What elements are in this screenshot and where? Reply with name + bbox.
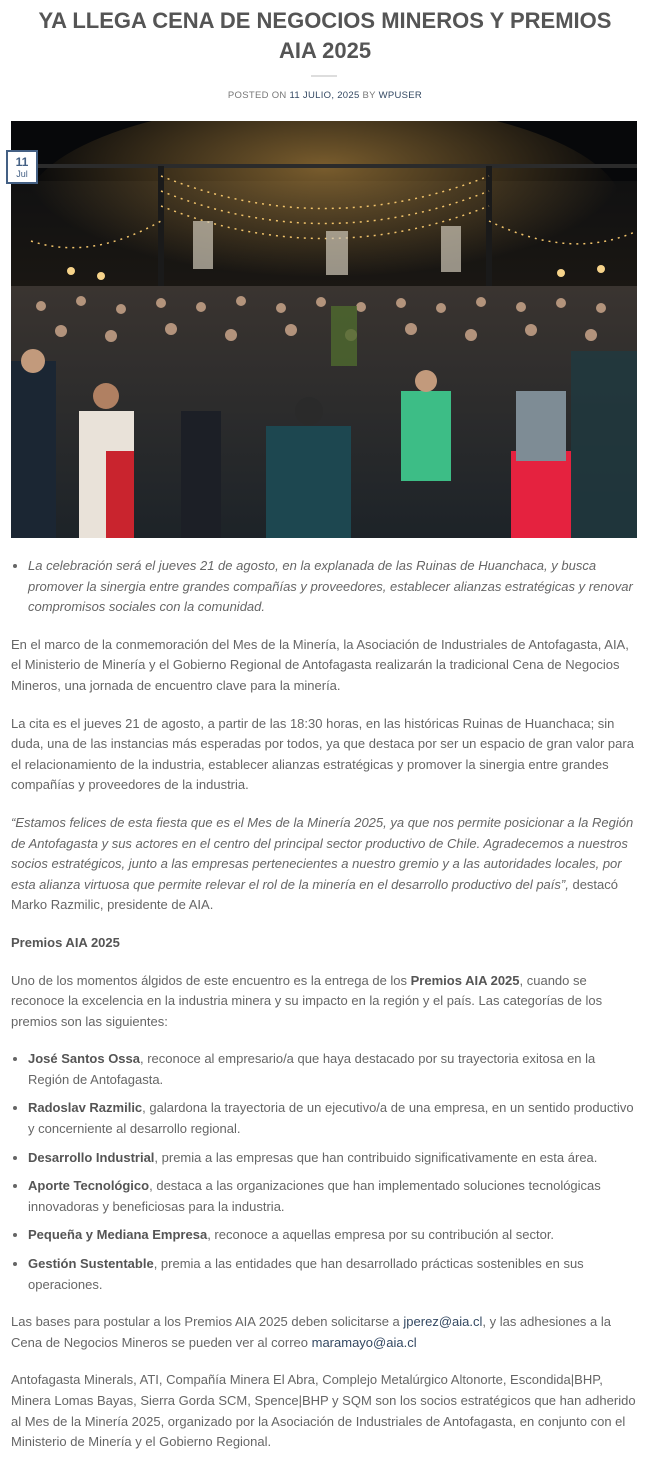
post-date-link[interactable]: 11 JULIO, 2025 xyxy=(289,90,360,101)
premios-intro xyxy=(11,971,639,1033)
email-link-jperez[interactable]: jperez@aia.cl xyxy=(403,1314,483,1330)
article-title: YA LLEGA CENA DE NEGOCIOS MINEROS Y PREMIOS AIA 2025 xyxy=(38,8,612,63)
category-item xyxy=(28,1098,639,1139)
category-item xyxy=(28,1148,639,1169)
category-name: Gestión Sustentable xyxy=(28,1256,154,1272)
category-desc: , reconoce al empresario/a que haya destacado por su trayectoria exitosa en la Región de Antofagasta. xyxy=(28,1051,596,1087)
bases-paragraph xyxy=(11,1312,639,1353)
quote-text: “Estamos felices de esta fiesta que es el Mes de la Minería 2025, ya que nos permite posicionar a la Región de Antofagasta y sus actores en el centro del principal sector productivo de Chile. Agradecemos a nuestros socios estratégicos, junto a las empresas pertenecientes a nuestro gremio y a las autoridades locales, por esta alianza virtuosa que permite relevar el rol de la minería en el desarrollo productivo del país”, xyxy=(11,814,634,892)
category-item xyxy=(28,1225,639,1246)
premios-intro-before: Uno de los momentos álgidos de este encuentro es la entrega de los xyxy=(11,972,411,988)
premios-heading xyxy=(11,933,639,954)
date-badge xyxy=(6,150,38,184)
lead-list xyxy=(11,556,639,618)
category-name: José Santos Ossa xyxy=(28,1051,140,1067)
paragraph-2: La cita es el jueves 21 de agosto, a partir de las 18:30 horas, en las históricas Ruinas de Huanchaca; sin duda, una de las instancias más esperadas por todos, ya que destaca por ser un espacio de gran valor para el relacionamiento de la industria, establecer alianzas estratégicas y promover la sinergia entre grandes compañías y proveedores de la industria. xyxy=(11,715,634,793)
posted-on-label: POSTED ON xyxy=(227,90,287,101)
quote-paragraph xyxy=(11,813,639,916)
bases-middle: , y las adhesiones a la Cena de Negocios Mineros se pueden ver al correo xyxy=(11,1314,611,1350)
featured-image xyxy=(11,121,637,538)
categories-list xyxy=(11,1049,639,1295)
post-meta xyxy=(0,90,650,101)
category-desc: , premia a las entidades que han desarrollado prácticas sostenibles en sus operaciones. xyxy=(28,1256,584,1292)
category-desc: , premia a las empresas que han contribuido significativamente en esta área. xyxy=(154,1149,598,1165)
event-photo-illustration xyxy=(11,121,637,538)
category-item xyxy=(28,1254,639,1295)
category-name: Pequeña y Mediana Empresa xyxy=(28,1227,208,1243)
category-desc: , galardona la trayectoria de un ejecutivo/a de una empresa, en un sentido productivo y concerniente al desarrollo regional. xyxy=(28,1100,634,1137)
badge-month: Jul xyxy=(16,169,28,179)
author-link[interactable]: WPUSER xyxy=(378,90,423,101)
title-divider xyxy=(311,75,337,77)
category-desc: , reconoce a aquellas empresa por su contribución al sector. xyxy=(207,1227,555,1243)
quote-attribution: destacó Marko Razmilic, presidente de AIA. xyxy=(11,876,619,913)
email-link-maramayo[interactable]: maramayo@aia.cl xyxy=(311,1334,417,1350)
sponsors-paragraph: Antofagasta Minerals, ATI, Compañía Minera El Abra, Complejo Metalúrgico Altonorte, Escondida|BHP, Minera Lomas Bayas, Sierra Gorda SCM, Spence|BHP y SQM son los socios estratégicos que han adherido al Mes de la Minería 2025, organizado por la Asociación de Industriales de Antofagasta, en conjunto con el Ministerio de Minería y el Gobierno Regional. xyxy=(11,1372,636,1450)
premios-intro-bold: Premios AIA 2025 xyxy=(410,972,520,988)
premios-intro-after: , cuando se reconoce la excelencia en la industria minera y su impacto en la región y el país. Las categorías de los premios son las siguientes: xyxy=(11,972,603,1029)
category-desc: , destaca a las organizaciones que han implementado soluciones tecnológicas innovadoras y beneficiosas para la industria. xyxy=(28,1178,601,1214)
premios-heading-text: Premios AIA 2025 xyxy=(11,934,120,950)
badge-day: 11 xyxy=(15,155,29,169)
article-body xyxy=(11,556,639,1470)
category-name: Desarrollo Industrial xyxy=(28,1149,155,1165)
category-name: Aporte Tecnológico xyxy=(28,1178,150,1194)
paragraph-1: En el marco de la conmemoración del Mes de la Minería, la Asociación de Industriales de Antofagasta, AIA, el Ministerio de Minería y el Gobierno Regional de Antofagasta realizarán la tradicional Cena de Negocios Mineros, una jornada de encuentro clave para la minería. xyxy=(11,636,629,693)
by-label: BY xyxy=(362,90,376,101)
lead-bullet: • La celebración será el jueves 21 de agosto, en la explanada de las Ruinas de Huanchaca, y busca promover la sinergia entre grandes compañías y proveedores, establecer alianzas estratégicas y renovar compromisos sociales con la comunidad. xyxy=(28,556,639,618)
category-item xyxy=(28,1176,639,1217)
bases-before: Las bases para postular a los Premios AIA 2025 deben solicitarse a xyxy=(11,1314,404,1330)
category-item xyxy=(28,1049,639,1090)
category-name: Radoslav Razmilic xyxy=(28,1100,143,1116)
